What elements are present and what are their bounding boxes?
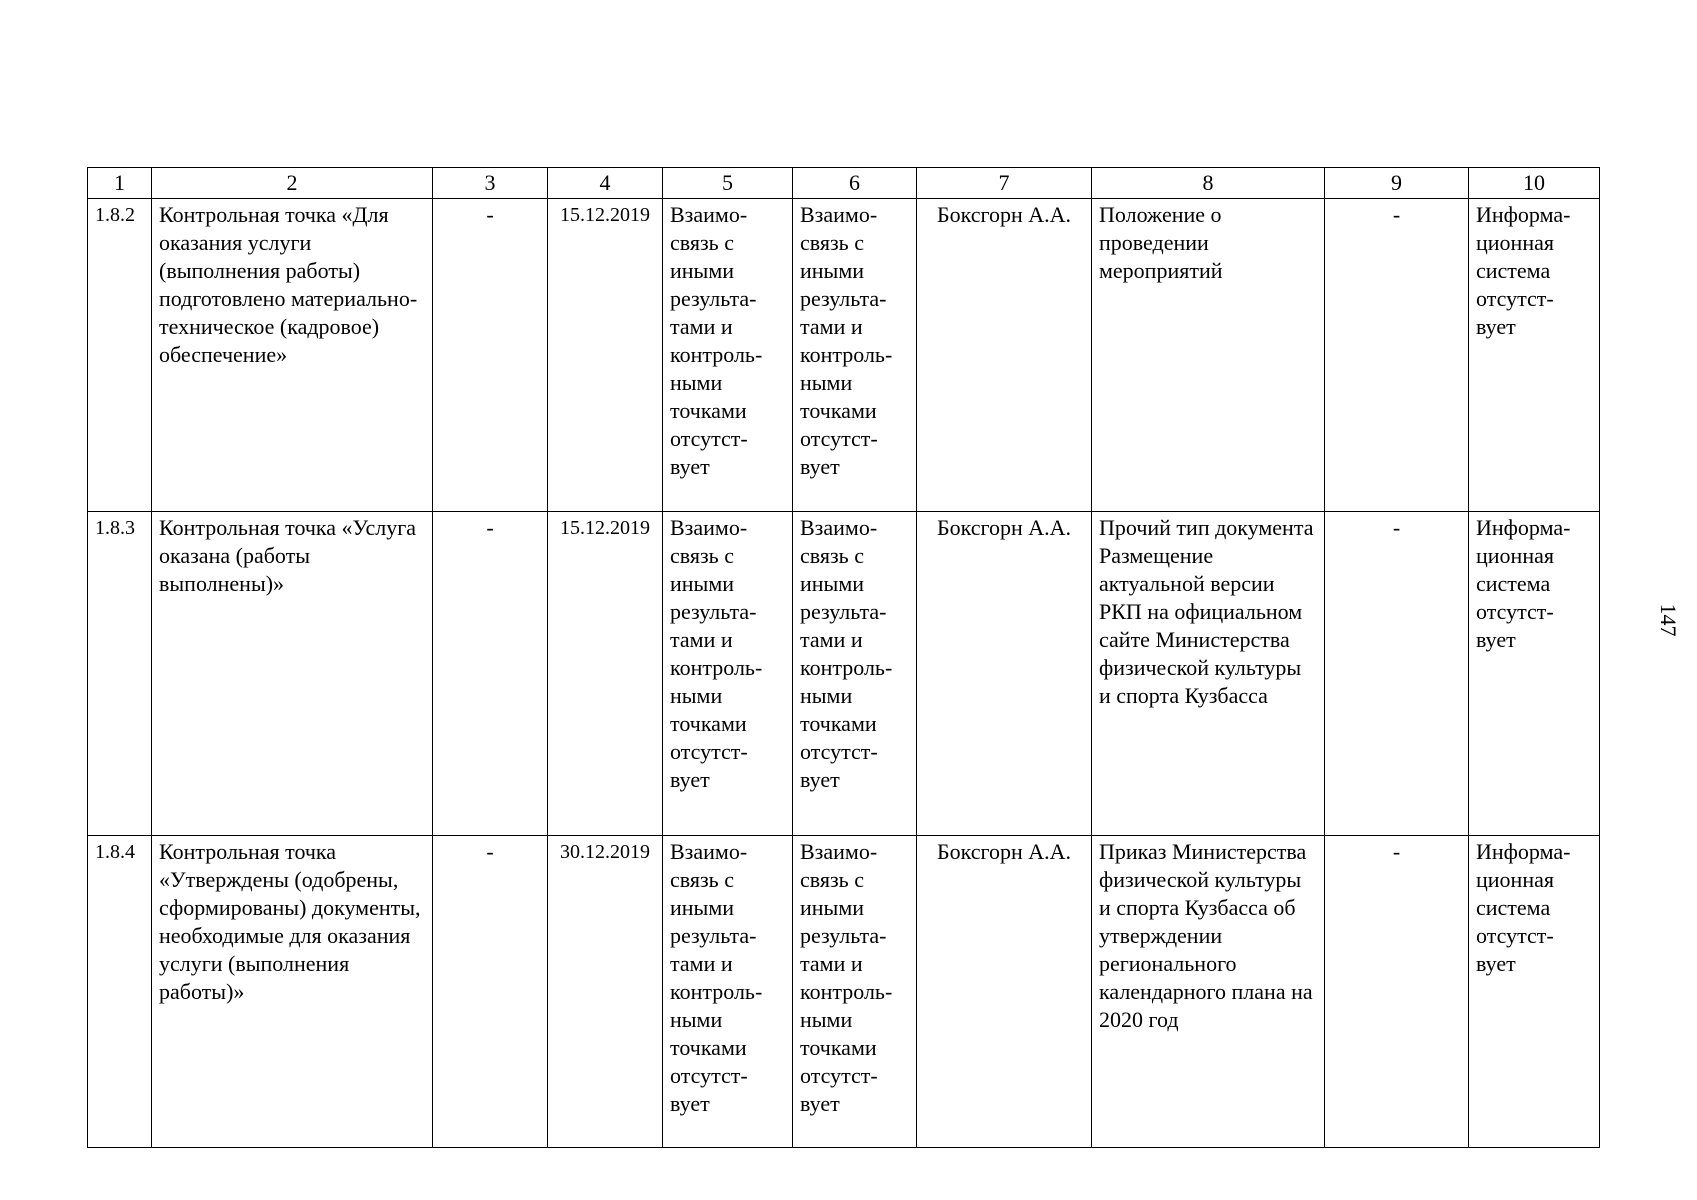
table-row [88, 512, 1600, 836]
control-point-name: Контрольная точка «Утверждены (одобрены, сформированы) документы, необходимые для оказания услуги (выполнения работы)» [152, 836, 433, 1148]
relation-cell: Взаимо- связь с иными результа- тами и контроль- ными точками отсутст- вует [793, 836, 917, 1148]
header-cell: 8 [1092, 168, 1325, 199]
col3-value: - [433, 199, 548, 512]
control-point-name: Контрольная точка «Услуга оказана (работы выполнены)» [152, 512, 433, 836]
col3-value: - [433, 512, 548, 836]
system-cell: Информа- ционная система отсутст- вует [1469, 199, 1600, 512]
responsible-cell: Боксгорн А.А. [917, 512, 1092, 836]
header-cell: 5 [663, 168, 793, 199]
col9-value: - [1325, 836, 1469, 1148]
col9-value: - [1325, 512, 1469, 836]
relation-cell: Взаимо- связь с иными результа- тами и контроль- ными точками отсутст- вует [663, 512, 793, 836]
header-cell: 3 [433, 168, 548, 199]
table-header-row [88, 168, 1600, 199]
table-row [88, 199, 1600, 512]
document-table [87, 167, 1600, 1148]
date-cell: 15.12.2019 [548, 199, 663, 512]
row-number: 1.8.4 [88, 836, 152, 1148]
relation-cell: Взаимо- связь с иными результа- тами и контроль- ными точками отсутст- вует [793, 199, 917, 512]
document-cell: Положение о проведении мероприятий [1092, 199, 1325, 512]
col9-value: - [1325, 199, 1469, 512]
date-cell: 15.12.2019 [548, 512, 663, 836]
header-cell: 2 [152, 168, 433, 199]
document-cell: Приказ Министерства физической культуры и спорта Кузбасса об утверждении регионального календарного плана на 2020 год [1092, 836, 1325, 1148]
header-cell: 7 [917, 168, 1092, 199]
responsible-cell: Боксгорн А.А. [917, 836, 1092, 1148]
relation-cell: Взаимо- связь с иными результа- тами и контроль- ными точками отсутст- вует [793, 512, 917, 836]
document-cell: Прочий тип документа Размещение актуальной версии РКП на официальном сайте Министерства физической культуры и спорта Кузбасса [1092, 512, 1325, 836]
relation-cell: Взаимо- связь с иными результа- тами и контроль- ными точками отсутст- вует [663, 836, 793, 1148]
header-cell: 10 [1469, 168, 1600, 199]
responsible-cell: Боксгорн А.А. [917, 199, 1092, 512]
page-number: 147 [1656, 603, 1681, 637]
row-number: 1.8.2 [88, 199, 152, 512]
relation-cell: Взаимо- связь с иными результа- тами и контроль- ными точками отсутст- вует [663, 199, 793, 512]
header-cell: 1 [88, 168, 152, 199]
header-cell: 6 [793, 168, 917, 199]
header-cell: 4 [548, 168, 663, 199]
header-cell: 9 [1325, 168, 1469, 199]
table-row [88, 836, 1600, 1148]
row-number: 1.8.3 [88, 512, 152, 836]
date-cell: 30.12.2019 [548, 836, 663, 1148]
system-cell: Информа- ционная система отсутст- вует [1469, 836, 1600, 1148]
system-cell: Информа- ционная система отсутст- вует [1469, 512, 1600, 836]
col3-value: - [433, 836, 548, 1148]
control-point-name: Контрольная точка «Для оказания услуги (выполнения работы) подготовлено материально-техническое (кадровое) обеспечение» [152, 199, 433, 512]
